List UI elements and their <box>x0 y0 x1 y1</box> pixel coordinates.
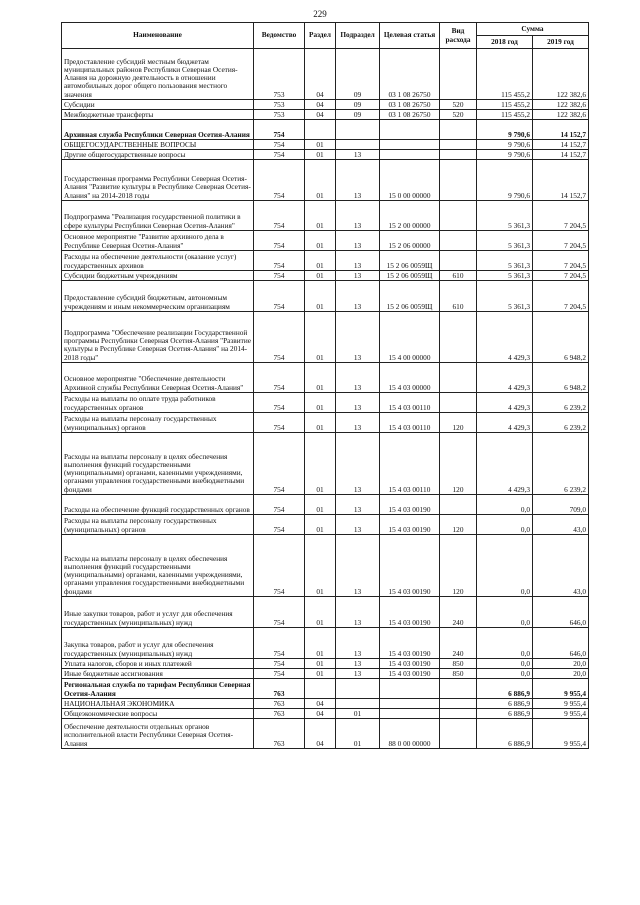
row-subsection <box>336 699 380 709</box>
row-sum-2019: 14 152,7 <box>533 120 589 140</box>
row-subsection: 13 <box>336 363 380 393</box>
table-row <box>62 281 589 312</box>
row-dept: 754 <box>254 659 305 669</box>
row-name: Субсидии бюджетным учреждениям <box>62 271 254 281</box>
row-target: 15 4 03 00190 <box>380 659 440 669</box>
row-target: 15 2 06 00000 <box>380 231 440 251</box>
table-row <box>62 312 589 363</box>
row-target <box>380 699 440 709</box>
header-name: Наименование <box>62 23 254 49</box>
row-subsection <box>336 120 380 140</box>
row-subsection: 13 <box>336 231 380 251</box>
row-expense: 240 <box>440 597 477 628</box>
row-sum-2019: 6 948,2 <box>533 312 589 363</box>
row-target: 15 4 03 00190 <box>380 535 440 597</box>
row-dept: 754 <box>254 140 305 150</box>
row-subsection: 13 <box>336 312 380 363</box>
row-subsection: 01 <box>336 709 380 719</box>
header-sum: Сумма <box>477 23 589 36</box>
row-subsection <box>336 679 380 699</box>
row-sum-2019: 9 955,4 <box>533 709 589 719</box>
row-dept: 754 <box>254 312 305 363</box>
row-section: 01 <box>305 231 336 251</box>
row-section: 01 <box>305 363 336 393</box>
row-subsection: 13 <box>336 669 380 679</box>
row-name: Общеэкономические вопросы <box>62 709 254 719</box>
row-subsection: 13 <box>336 413 380 433</box>
table-row <box>62 100 589 110</box>
row-sum-2019: 14 152,7 <box>533 160 589 201</box>
row-expense: 520 <box>440 100 477 110</box>
row-expense <box>440 231 477 251</box>
row-sum-2019: 122 382,6 <box>533 100 589 110</box>
table-row <box>62 669 589 679</box>
row-expense: 120 <box>440 535 477 597</box>
row-section: 01 <box>305 140 336 150</box>
row-subsection: 13 <box>336 150 380 160</box>
row-subsection: 13 <box>336 515 380 535</box>
row-section: 01 <box>305 201 336 231</box>
row-section: 01 <box>305 271 336 281</box>
row-target: 15 4 03 00190 <box>380 669 440 679</box>
row-subsection: 13 <box>336 201 380 231</box>
row-target <box>380 140 440 150</box>
row-name: Расходы на обеспечение деятельности (оказание услуг) государственных архивов <box>62 251 254 271</box>
row-dept: 754 <box>254 231 305 251</box>
table-row <box>62 393 589 413</box>
table-row <box>62 140 589 150</box>
row-sum-2018: 9 790,6 <box>477 150 533 160</box>
row-sum-2018: 5 361,3 <box>477 201 533 231</box>
row-sum-2018: 115 455,2 <box>477 110 533 120</box>
row-section: 01 <box>305 150 336 160</box>
row-target: 03 1 08 26750 <box>380 49 440 100</box>
row-sum-2018: 9 790,6 <box>477 160 533 201</box>
row-subsection: 09 <box>336 110 380 120</box>
row-name: Межбюджетные трансферты <box>62 110 254 120</box>
row-name: Расходы на обеспечение функций государственных органов <box>62 495 254 515</box>
row-subsection: 13 <box>336 251 380 271</box>
row-target: 15 2 06 0059Щ <box>380 281 440 312</box>
row-sum-2019: 122 382,6 <box>533 110 589 120</box>
row-dept: 754 <box>254 363 305 393</box>
header-expense: Вид расхода <box>440 23 477 49</box>
row-expense <box>440 49 477 100</box>
row-dept: 754 <box>254 535 305 597</box>
table-row <box>62 160 589 201</box>
row-name: Закупка товаров, работ и услуг для обеспечения государственных (муниципальных) нужд <box>62 628 254 659</box>
table-row <box>62 271 589 281</box>
table-row <box>62 433 589 495</box>
row-section: 01 <box>305 535 336 597</box>
row-expense: 850 <box>440 669 477 679</box>
row-dept: 754 <box>254 433 305 495</box>
row-sum-2019: 9 955,4 <box>533 679 589 699</box>
row-expense: 850 <box>440 659 477 669</box>
row-target: 15 4 03 00190 <box>380 597 440 628</box>
row-sum-2019: 9 955,4 <box>533 719 589 749</box>
row-name: Основное мероприятие "Обеспечение деятельности Архивной службы Республики Северная Осетия-Алания" <box>62 363 254 393</box>
row-sum-2018: 4 429,3 <box>477 363 533 393</box>
row-expense <box>440 363 477 393</box>
row-name: ОБЩЕГОСУДАРСТВЕННЫЕ ВОПРОСЫ <box>62 140 254 150</box>
row-target <box>380 709 440 719</box>
row-name: Архивная служба Республики Северная Осетия-Алания <box>62 120 254 140</box>
row-dept: 754 <box>254 515 305 535</box>
row-subsection: 13 <box>336 628 380 659</box>
row-target <box>380 120 440 140</box>
row-sum-2018: 4 429,3 <box>477 312 533 363</box>
row-section: 01 <box>305 669 336 679</box>
row-target: 15 4 03 00110 <box>380 393 440 413</box>
budget-table <box>61 22 589 749</box>
row-sum-2019: 7 204,5 <box>533 201 589 231</box>
row-sum-2018: 4 429,3 <box>477 433 533 495</box>
row-dept: 763 <box>254 679 305 699</box>
row-expense <box>440 120 477 140</box>
row-subsection: 13 <box>336 271 380 281</box>
row-sum-2019: 7 204,5 <box>533 271 589 281</box>
row-expense: 120 <box>440 413 477 433</box>
row-expense <box>440 393 477 413</box>
row-dept: 754 <box>254 669 305 679</box>
row-name: Расходы на выплаты персоналу государственных (муниципальных) органов <box>62 413 254 433</box>
row-section <box>305 679 336 699</box>
row-section: 04 <box>305 110 336 120</box>
row-section: 04 <box>305 699 336 709</box>
row-sum-2019: 7 204,5 <box>533 231 589 251</box>
page-number: 229 <box>313 9 327 19</box>
header-target: Целевая статья <box>380 23 440 49</box>
row-expense <box>440 150 477 160</box>
row-name: Расходы на выплаты персоналу в целях обеспечения выполнения функций государственными (муниципальными) органами, казенными учреждениями, органами управления государственными внебюджетными фондами <box>62 433 254 495</box>
row-target: 03 1 08 26750 <box>380 100 440 110</box>
row-sum-2018: 115 455,2 <box>477 100 533 110</box>
row-sum-2018: 6 886,9 <box>477 719 533 749</box>
row-sum-2018: 115 455,2 <box>477 49 533 100</box>
row-name: Подпрограмма "Обеспечение реализации Государственной программы Республики Северная Осетия-Алания "Развитие культуры в Республике Северная Осетия-Алания" на 2014-2018 годы" <box>62 312 254 363</box>
row-sum-2019: 7 204,5 <box>533 281 589 312</box>
table-row <box>62 363 589 393</box>
row-target: 15 4 03 00110 <box>380 433 440 495</box>
row-dept: 763 <box>254 699 305 709</box>
row-sum-2019: 7 204,5 <box>533 251 589 271</box>
row-name: Предоставление субсидий бюджетным, автономным учреждениям и иным некоммерческим организациям <box>62 281 254 312</box>
row-name: Расходы на выплаты персоналу государственных (муниципальных) органов <box>62 515 254 535</box>
row-expense <box>440 312 477 363</box>
row-sum-2019: 43,0 <box>533 515 589 535</box>
row-expense: 240 <box>440 628 477 659</box>
row-section: 04 <box>305 100 336 110</box>
row-sum-2019: 9 955,4 <box>533 699 589 709</box>
row-expense <box>440 719 477 749</box>
row-dept: 753 <box>254 49 305 100</box>
row-sum-2019: 646,0 <box>533 628 589 659</box>
row-target: 15 2 06 0059Щ <box>380 251 440 271</box>
row-expense <box>440 495 477 515</box>
row-sum-2018: 0,0 <box>477 669 533 679</box>
row-sum-2019: 20,0 <box>533 659 589 669</box>
row-sum-2018: 6 886,9 <box>477 679 533 699</box>
row-sum-2018: 5 361,3 <box>477 231 533 251</box>
row-section: 04 <box>305 709 336 719</box>
row-dept: 754 <box>254 597 305 628</box>
row-target: 15 2 00 00000 <box>380 201 440 231</box>
row-dept: 763 <box>254 719 305 749</box>
row-sum-2019: 646,0 <box>533 597 589 628</box>
row-sum-2018: 9 790,6 <box>477 140 533 150</box>
row-sum-2019: 6 239,2 <box>533 413 589 433</box>
row-section: 01 <box>305 160 336 201</box>
row-sum-2019: 43,0 <box>533 535 589 597</box>
row-dept: 754 <box>254 413 305 433</box>
row-sum-2019: 20,0 <box>533 669 589 679</box>
row-section: 04 <box>305 719 336 749</box>
row-name: НАЦИОНАЛЬНАЯ ЭКОНОМИКА <box>62 699 254 709</box>
row-dept: 754 <box>254 120 305 140</box>
row-dept: 754 <box>254 495 305 515</box>
row-name: Уплата налогов, сборов и иных платежей <box>62 659 254 669</box>
row-target <box>380 679 440 699</box>
row-sum-2019: 14 152,7 <box>533 140 589 150</box>
row-sum-2018: 6 886,9 <box>477 709 533 719</box>
header-year-2018: 2018 год <box>477 36 533 49</box>
row-sum-2018: 0,0 <box>477 515 533 535</box>
table-row <box>62 251 589 271</box>
row-subsection: 13 <box>336 281 380 312</box>
row-expense <box>440 251 477 271</box>
row-section: 01 <box>305 433 336 495</box>
row-subsection: 09 <box>336 49 380 100</box>
row-sum-2019: 122 382,6 <box>533 49 589 100</box>
row-sum-2018: 4 429,3 <box>477 413 533 433</box>
table-body <box>62 49 589 749</box>
row-expense <box>440 140 477 150</box>
row-sum-2018: 5 361,3 <box>477 281 533 312</box>
row-sum-2018: 0,0 <box>477 495 533 515</box>
row-subsection: 13 <box>336 659 380 669</box>
table-row <box>62 628 589 659</box>
row-target <box>380 150 440 160</box>
row-sum-2019: 709,0 <box>533 495 589 515</box>
row-dept: 753 <box>254 100 305 110</box>
row-name: Субсидии <box>62 100 254 110</box>
table-row <box>62 120 589 140</box>
row-expense: 120 <box>440 433 477 495</box>
row-expense: 610 <box>440 271 477 281</box>
row-sum-2019: 6 239,2 <box>533 433 589 495</box>
row-subsection: 13 <box>336 495 380 515</box>
header-dept: Ведомство <box>254 23 305 49</box>
row-sum-2018: 0,0 <box>477 628 533 659</box>
row-name: Подпрограмма "Реализация государственной политики в сфере культуры Республики Северная Осетия-Алания" <box>62 201 254 231</box>
table-row <box>62 495 589 515</box>
row-dept: 754 <box>254 628 305 659</box>
row-sum-2018: 0,0 <box>477 535 533 597</box>
row-sum-2019: 6 239,2 <box>533 393 589 413</box>
row-section: 01 <box>305 393 336 413</box>
row-name: Обеспечение деятельности отдельных органов исполнительной власти Республики Северная Осетия-Алания <box>62 719 254 749</box>
row-section: 01 <box>305 281 336 312</box>
row-name: Основное мероприятие "Развитие архивного дела в Республике Северная Осетия-Алания" <box>62 231 254 251</box>
row-subsection: 13 <box>336 535 380 597</box>
row-target: 15 4 03 00190 <box>380 515 440 535</box>
row-dept: 754 <box>254 201 305 231</box>
row-dept: 753 <box>254 110 305 120</box>
row-expense <box>440 679 477 699</box>
table-row <box>62 719 589 749</box>
row-name: Региональная служба по тарифам Республики Северная Осетия-Алания <box>62 679 254 699</box>
table-row <box>62 201 589 231</box>
row-expense <box>440 709 477 719</box>
table-row <box>62 110 589 120</box>
row-subsection: 13 <box>336 160 380 201</box>
row-section: 01 <box>305 312 336 363</box>
row-name: Государственная программа Республики Северная Осетия-Алания "Развитие культуры в Республике Северная Осетия-Алания" на 2014-2018 годы <box>62 160 254 201</box>
row-subsection: 13 <box>336 433 380 495</box>
row-target: 15 0 00 00000 <box>380 160 440 201</box>
row-sum-2018: 5 361,3 <box>477 251 533 271</box>
table-row <box>62 699 589 709</box>
row-target: 15 4 00 00000 <box>380 312 440 363</box>
row-section: 01 <box>305 413 336 433</box>
row-target: 03 1 08 26750 <box>380 110 440 120</box>
row-target: 15 4 03 00110 <box>380 413 440 433</box>
row-target: 15 2 06 0059Щ <box>380 271 440 281</box>
row-sum-2018: 0,0 <box>477 597 533 628</box>
row-section: 01 <box>305 659 336 669</box>
row-dept: 763 <box>254 709 305 719</box>
row-dept: 754 <box>254 251 305 271</box>
table-row <box>62 413 589 433</box>
row-name: Иные закупки товаров, работ и услуг для обеспечения государственных (муниципальных) нужд <box>62 597 254 628</box>
row-sum-2018: 5 361,3 <box>477 271 533 281</box>
row-target: 15 4 03 00190 <box>380 495 440 515</box>
row-section: 01 <box>305 628 336 659</box>
row-section: 01 <box>305 597 336 628</box>
table-row <box>62 679 589 699</box>
row-target: 15 4 03 00000 <box>380 363 440 393</box>
row-subsection: 13 <box>336 393 380 413</box>
table-row <box>62 659 589 669</box>
table-row <box>62 535 589 597</box>
table-row <box>62 49 589 100</box>
row-name: Иные бюджетные ассигнования <box>62 669 254 679</box>
row-subsection: 01 <box>336 719 380 749</box>
row-name: Другие общегосударственные вопросы <box>62 150 254 160</box>
row-target: 88 0 00 00000 <box>380 719 440 749</box>
row-expense: 520 <box>440 110 477 120</box>
header-subsection: Подраздел <box>336 23 380 49</box>
row-sum-2018: 9 790,6 <box>477 120 533 140</box>
row-section: 01 <box>305 515 336 535</box>
table-row <box>62 709 589 719</box>
row-sum-2018: 0,0 <box>477 659 533 669</box>
row-dept: 754 <box>254 281 305 312</box>
row-name: Предоставление субсидий местным бюджетам муниципальных районов Республики Северная Осетия-Алания на дорожную деятельность в отношении автомобильных дорог общего пользования местного значения <box>62 49 254 100</box>
row-dept: 754 <box>254 393 305 413</box>
table-row <box>62 515 589 535</box>
row-expense: 610 <box>440 281 477 312</box>
row-dept: 754 <box>254 271 305 281</box>
header-section: Раздел <box>305 23 336 49</box>
row-name: Расходы на выплаты по оплате труда работников государственных органов <box>62 393 254 413</box>
row-sum-2018: 4 429,3 <box>477 393 533 413</box>
row-section <box>305 120 336 140</box>
table-row <box>62 231 589 251</box>
header-year-2019: 2019 год <box>533 36 589 49</box>
row-section: 01 <box>305 495 336 515</box>
row-subsection: 13 <box>336 597 380 628</box>
row-name: Расходы на выплаты персоналу в целях обеспечения выполнения функций государственными (муниципальными) органами, казенными учреждениями, органами управления государственными внебюджетными фондами <box>62 535 254 597</box>
row-expense <box>440 160 477 201</box>
row-expense: 120 <box>440 515 477 535</box>
table-row <box>62 597 589 628</box>
row-expense <box>440 201 477 231</box>
row-section: 04 <box>305 49 336 100</box>
row-subsection <box>336 140 380 150</box>
row-subsection: 09 <box>336 100 380 110</box>
row-section: 01 <box>305 251 336 271</box>
row-dept: 754 <box>254 160 305 201</box>
row-target: 15 4 03 00190 <box>380 628 440 659</box>
row-dept: 754 <box>254 150 305 160</box>
row-sum-2019: 6 948,2 <box>533 363 589 393</box>
table-row <box>62 150 589 160</box>
row-sum-2019: 14 152,7 <box>533 150 589 160</box>
row-expense <box>440 699 477 709</box>
row-sum-2018: 6 886,9 <box>477 699 533 709</box>
